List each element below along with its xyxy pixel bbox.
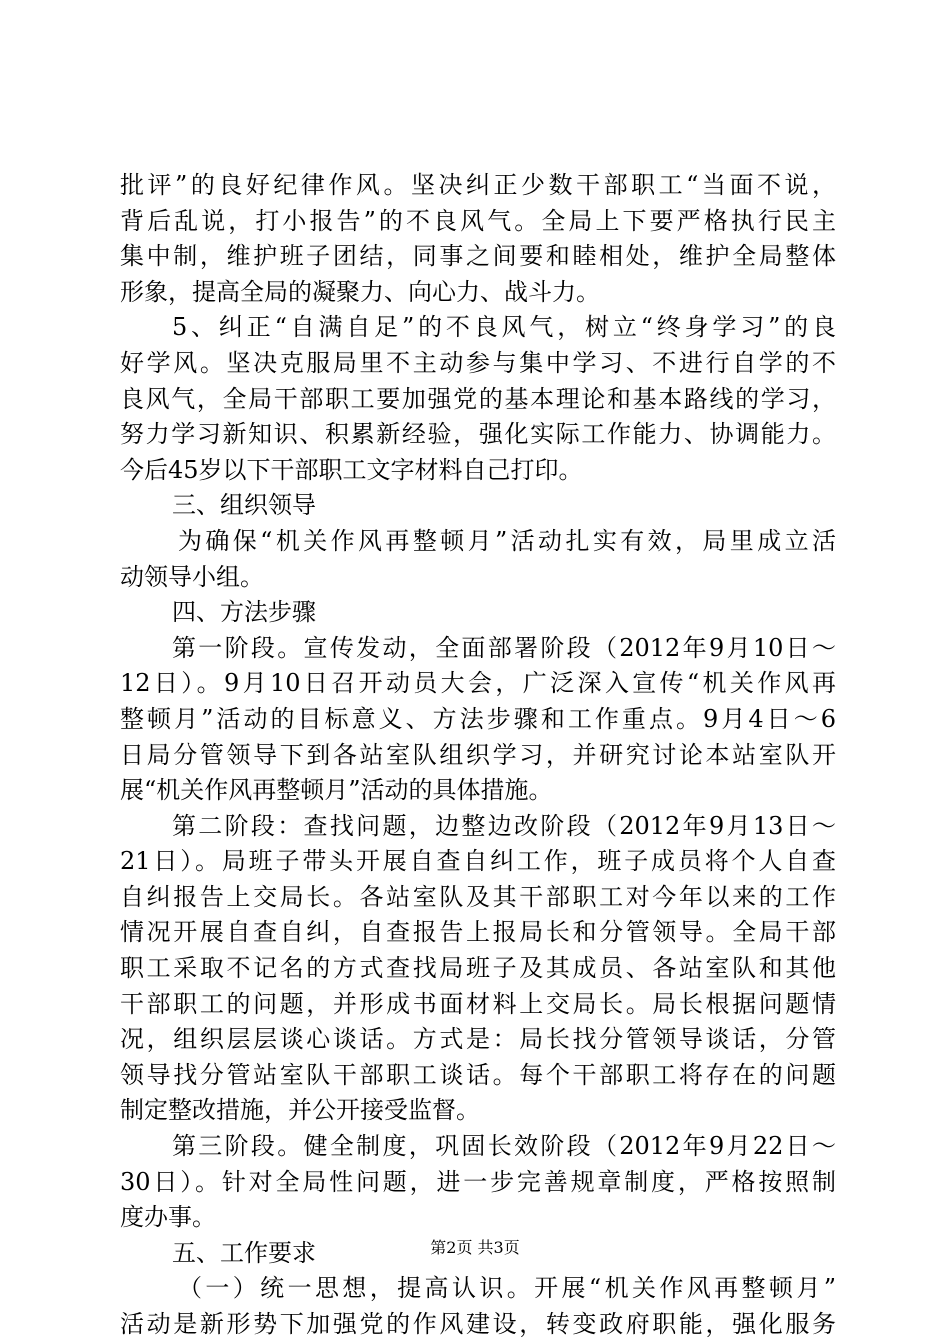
text-line: 五、工作要求 <box>172 1238 316 1267</box>
text-line: 领导找分管站室队干部职工谈话。每个干部职工将存在的问题 <box>120 1060 836 1089</box>
text-line: 5、纠正“自满自足”的不良风气，树立“终身学习”的良 <box>172 313 836 342</box>
text-line: 展“机关作风再整顿月”活动的具体措施。 <box>120 776 553 805</box>
text-line: 自纠报告上交局长。各站室队及其干部职工对今年以来的工作 <box>120 882 836 911</box>
page-footer: 第2页 共3页 <box>430 1238 520 1257</box>
text-line: 动领导小组。 <box>120 562 264 591</box>
text-line: 活动是新形势下加强党的作风建设，转变政府职能，强化服务 <box>120 1310 836 1338</box>
text-line: 四、方法步骤 <box>172 598 316 627</box>
text-line: （一）统一思想，提高认识。开展“机关作风再整顿月” <box>178 1274 836 1303</box>
text-line: 职工采取不记名的方式查找局班子及其成员、各站室队和其他 <box>120 954 836 983</box>
text-line: 三、组织领导 <box>172 491 316 520</box>
text-line: 良风气，全局干部职工要加强党的基本理论和基本路线的学习， <box>120 384 836 413</box>
text-line: 集中制，维护班子团结，同事之间要和睦相处，维护全局整体 <box>120 242 836 271</box>
text-line: 度办事。 <box>120 1203 216 1232</box>
document-body <box>120 168 836 1343</box>
text-line: 形象，提高全局的凝聚力、向心力、战斗力。 <box>120 277 600 306</box>
text-line: 为确保“机关作风再整顿月”活动扎实有效，局里成立活 <box>178 526 836 555</box>
text-line: 情况开展自查自纠，自查报告上报局长和分管领导。全局干部 <box>120 918 836 947</box>
text-line: 第三阶段。健全制度，巩固长效阶段（2012年9月22日～ <box>172 1132 836 1161</box>
text-line: 第二阶段：查找问题，边整边改阶段（2012年9月13日～ <box>172 811 836 840</box>
text-line: 整顿月”活动的目标意义、方法步骤和工作重点。9月4日～6 <box>120 704 836 733</box>
text-line: 批评”的良好纪律作风。坚决纠正少数干部职工“当面不说， <box>120 171 836 199</box>
text-line: 制定整改措施，并公开接受监督。 <box>120 1096 480 1125</box>
text-line: 努力学习新知识、积累新经验，强化实际工作能力、协调能力。 <box>120 420 836 449</box>
text-line: 第一阶段。宣传发动，全面部署阶段（2012年9月10日～ <box>172 633 836 662</box>
text-line: 日局分管领导下到各站室队组织学习，并研究讨论本站室队开 <box>120 740 836 769</box>
text-line: 况，组织层层谈心谈话。方式是：局长找分管领导谈话，分管 <box>120 1025 836 1054</box>
text-line: 21日）。局班子带头开展自查自纠工作，班子成员将个人自查 <box>120 847 836 876</box>
text-line: 干部职工的问题，并形成书面材料上交局长。局长根据问题情 <box>120 989 836 1018</box>
text-line: 今后45岁以下干部职工文字材料自己打印。 <box>120 455 583 484</box>
text-line: 12日）。9月10日召开动员大会，广泛深入宣传“机关作风再 <box>120 669 836 698</box>
text-line: 30日）。针对全局性问题，进一步完善规章制度，严格按照制 <box>120 1167 836 1196</box>
text-line: 背后乱说，打小报告”的不良风气。全局上下要严格执行民主 <box>120 206 836 235</box>
text-line: 好学风。坚决克服局里不主动参与集中学习、不进行自学的不 <box>120 348 836 377</box>
